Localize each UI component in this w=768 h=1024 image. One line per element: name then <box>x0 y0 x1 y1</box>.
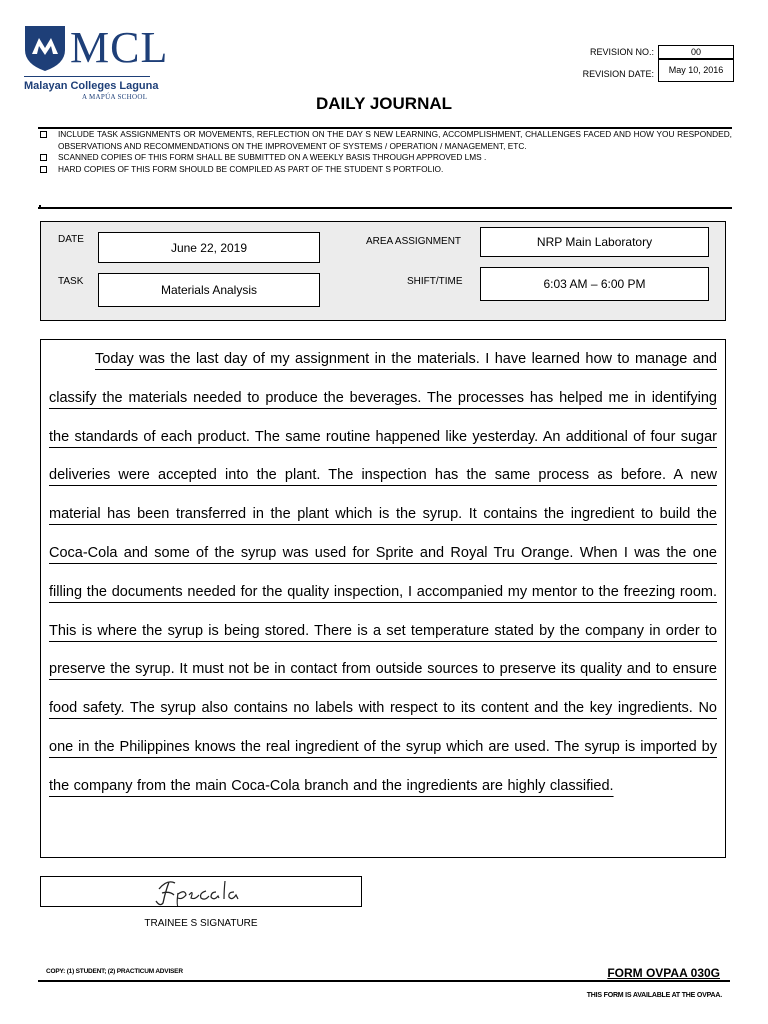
checkbox-icon <box>40 166 47 173</box>
mcl-shield-icon <box>24 24 66 72</box>
logo-divider <box>24 76 150 77</box>
date-label: DATE <box>58 234 84 245</box>
date-field[interactable]: June 22, 2019 <box>98 232 320 263</box>
shift-time-field[interactable]: 6:03 AM – 6:00 PM <box>480 267 709 301</box>
form-code: FORM OVPAA 030G <box>607 966 720 980</box>
revision-no-value: 00 <box>658 45 734 60</box>
task-label: TASK <box>58 276 84 287</box>
logo-wordmark: MCL <box>70 23 169 72</box>
revision-no-label: REVISION NO.: <box>589 47 654 57</box>
revision-date-label: REVISION DATE: <box>582 69 654 79</box>
checkbox-icon <box>40 154 47 161</box>
page-title: DAILY JOURNAL <box>315 94 453 113</box>
journal-entry-box[interactable] <box>40 339 726 858</box>
instruction-item: INCLUDE TASK ASSIGNMENTS OR MOVEMENTS, REFLECTION ON THE DAY S NEW LEARNING, ACCOMPLISHMENT, CHALLENGES FACED AND HOW YOU RESPONDED, OBSERVATIONS AND RECOMMENDATIONS ON THE IMPROVEMENT OF SYSTEMS / OPERATION / MANAGEMENT, ETC. <box>38 129 732 152</box>
institution-name: Malayan Colleges Laguna <box>24 80 159 92</box>
journal-entry-text: Today was the last day of my assignment in the materials. I have learned how to manage and classify the materials needed to produce the beverages. The processes has helped me in identifying the standards of each product. The same routine happened like yesterday. An additional of four sugar deliveries were accepted into the plant. The inspection has the same process as before. A new material has been transferred in the plant which is the syrup. It contains the ingredient to build the Coca-Cola and some of the syrup was used for Sprite and Royal Tru Orange. When I was the one filling the documents needed for the quality inspection, I accompanied my mentor to the freezing room. This is where the syrup is being stored. There is a set temperature stated by the company in order to preserve the syrup. It must not be in contact from outside sources to preserve its quality and to ensure food safety. The syrup also contains no labels with respect to its content and the key ingredients. No one in the Philippines knows the real ingredient of the syrup which are used. The syrup is imported by the company from the main Coca-Cola branch and the ingredients are highly classified. <box>49 351 717 794</box>
instructions-divider <box>38 207 732 209</box>
signature-box <box>40 876 362 907</box>
institution-tagline: A MAPÚA SCHOOL <box>82 93 148 101</box>
task-field[interactable]: Materials Analysis <box>98 273 320 307</box>
form-availability-note: THIS FORM IS AVAILABLE AT THE OVPAA. <box>586 992 722 999</box>
instruction-item: SCANNED COPIES OF THIS FORM SHALL BE SUBMITTED ON A WEEKLY BASIS THROUGH APPROVED LMS . <box>38 152 732 164</box>
checkbox-icon <box>40 131 47 138</box>
instruction-item: HARD COPIES OF THIS FORM SHOULD BE COMPILED AS PART OF THE STUDENT S PORTFOLIO. <box>38 164 732 176</box>
footer-divider <box>38 980 730 982</box>
signature-label: TRAINEE S SIGNATURE <box>144 918 258 929</box>
area-assignment-field[interactable]: NRP Main Laboratory <box>480 227 709 257</box>
instructions-list <box>38 129 732 175</box>
copy-distribution-note: COPY: (1) STUDENT; (2) PRACTICUM ADVISER <box>46 968 183 975</box>
area-assignment-label: AREA ASSIGNMENT <box>366 236 462 247</box>
handwritten-signature <box>41 877 361 906</box>
revision-date-value: May 10, 2016 <box>658 58 734 82</box>
shift-time-label: SHIFT/TIME <box>407 276 463 287</box>
